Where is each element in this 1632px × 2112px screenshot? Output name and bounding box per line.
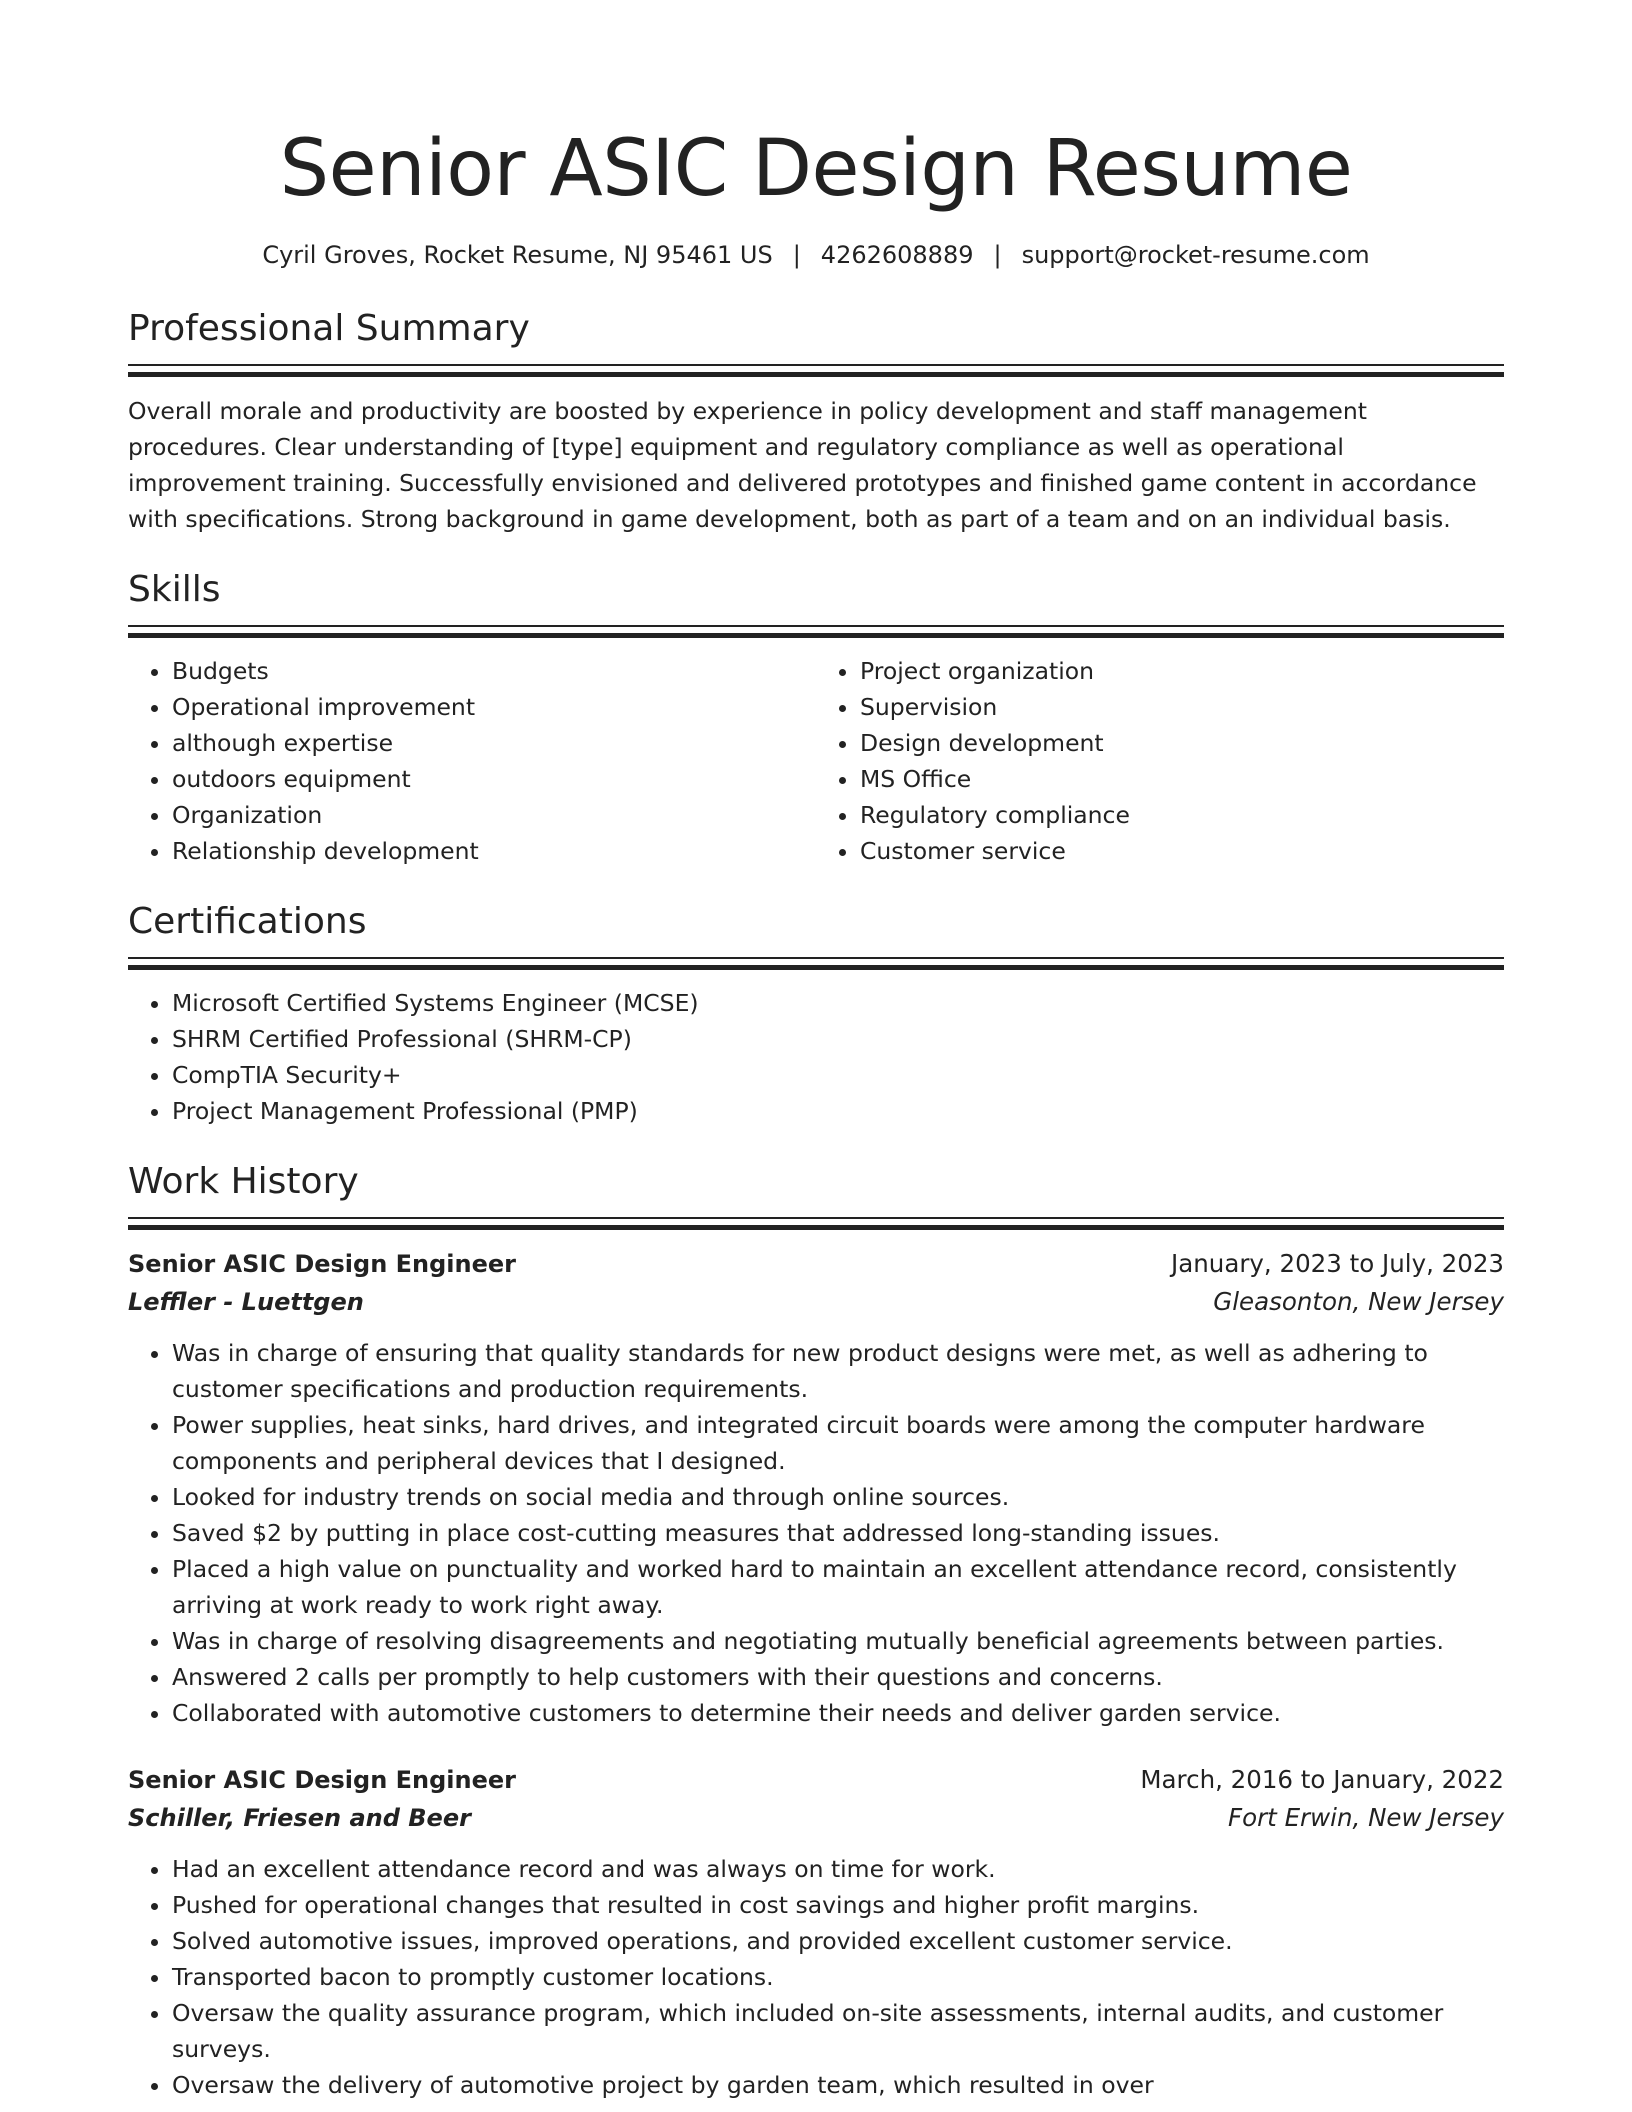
section-heading-skills: Skills [128,569,221,610]
job-location: Fort Erwin, New Jersey [1228,1803,1504,1832]
job-bullet: • Oversaw the delivery of automotive project by garden team, which resulted in over [172,2067,1504,2103]
resume-title: Senior ASIC Design Resume [279,124,1353,214]
contact-separator: | [993,241,1002,269]
job-bullet: • Was in charge of resolving disagreements and negotiating mutually beneficial agreements between parties. [172,1623,1504,1659]
skill-item: • Budgets [172,653,816,689]
job-bullet: • Transported bacon to promptly customer locations. [172,1959,1504,1995]
skill-item: • although expertise [172,725,816,761]
section-heading-certifications: Certifications [128,901,367,942]
certification-item: • Project Management Professional (PMP) [172,1093,1504,1129]
job-dates: January, 2023 to July, 2023 [1171,1249,1504,1278]
job-dates: March, 2016 to January, 2022 [1140,1765,1504,1794]
skills-section [128,567,1504,869]
skill-item: • Customer service [860,833,1504,869]
job-bullet: • Collaborated with automotive customers to determine their needs and deliver garden service. [172,1695,1504,1731]
job-header [128,1245,1504,1283]
job-bullet: • Answered 2 calls per promptly to help customers with their questions and concerns. [172,1659,1504,1695]
contact-phone: 4262608889 [820,241,974,269]
job-title: Senior ASIC Design Engineer [128,1766,517,1794]
job-bullet: • Pushed for operational changes that resulted in cost savings and higher profit margins. [172,1887,1504,1923]
section-divider [128,1217,1504,1232]
contact-email: support@rocket-resume.com [1021,241,1370,269]
job-company: Leffler - Luettgen [128,1288,364,1316]
skill-item: • Relationship development [172,833,816,869]
skill-item: • Design development [860,725,1504,761]
job-bullet: • Power supplies, heat sinks, hard drives, and integrated circuit boards were among the computer hardware components and peripheral devices that I designed. [172,1407,1504,1479]
certifications-list [128,985,1504,1129]
skill-item: • Operational improvement [172,689,816,725]
skill-item: • Organization [172,797,816,833]
section-heading-work-history: Work History [128,1161,359,1202]
summary-text: Overall morale and productivity are boosted by experience in policy development and staff management procedures. Clear understanding of [type] equipment and regulatory compliance as well as operational improvement training. Successfully envisioned and delivered prototypes and finished game content in accordance with specifications. Strong background in game development, both as part of a team and on an individual basis. [128,397,1477,533]
section-divider [128,625,1504,640]
skill-item: • MS Office [860,761,1504,797]
job-bullets [128,1335,1504,1731]
job-header [128,1761,1504,1799]
job-bullet: • Solved automotive issues, improved operations, and provided excellent customer service. [172,1923,1504,1959]
skill-item: • outdoors equipment [172,761,816,797]
skills-list-left [128,653,816,869]
job-bullet: • Had an excellent attendance record and was always on time for work. [172,1851,1504,1887]
contact-separator: | [792,241,801,269]
job-bullet: • Oversaw the quality assurance program, which included on-site assessments, internal audits, and customer surveys. [172,1995,1504,2067]
job-bullet: • Looked for industry trends on social media and through online sources. [172,1479,1504,1515]
job-bullet: • Placed a high value on punctuality and worked hard to maintain an excellent attendance record, consistently arriving at work ready to work right away. [172,1551,1504,1623]
skill-item: • Regulatory compliance [860,797,1504,833]
section-divider [128,957,1504,972]
work-history-section [128,1159,1504,2103]
job-entry [128,1245,1504,1731]
certification-item: • Microsoft Certified Systems Engineer (MCSE) [172,985,1504,1021]
job-subheader [128,1799,1504,1837]
certification-item: • CompTIA Security+ [172,1057,1504,1093]
certification-item: • SHRM Certified Professional (SHRM-CP) [172,1021,1504,1057]
job-entry [128,1761,1504,2103]
job-bullets [128,1851,1504,2103]
job-subheader [128,1283,1504,1321]
certifications-section [128,899,1504,1129]
contact-address: Cyril Groves, Rocket Resume, NJ 95461 US [262,241,773,269]
resume-page [128,0,1504,2103]
job-title: Senior ASIC Design Engineer [128,1250,517,1278]
skills-grid [128,653,1504,869]
job-company: Schiller, Friesen and Beer [128,1804,471,1832]
summary-section [128,306,1504,537]
skill-item: • Supervision [860,689,1504,725]
section-heading-summary: Professional Summary [128,308,530,349]
contact-line [128,238,1504,272]
job-bullet: • Saved $2 by putting in place cost-cutting measures that addressed long-standing issues. [172,1515,1504,1551]
skills-list-right [816,653,1504,869]
section-divider [128,364,1504,379]
job-location: Gleasonton, New Jersey [1213,1287,1504,1316]
skill-item: • Project organization [860,653,1504,689]
job-bullet: • Was in charge of ensuring that quality standards for new product designs were met, as well as adhering to customer specifications and production requirements. [172,1335,1504,1407]
